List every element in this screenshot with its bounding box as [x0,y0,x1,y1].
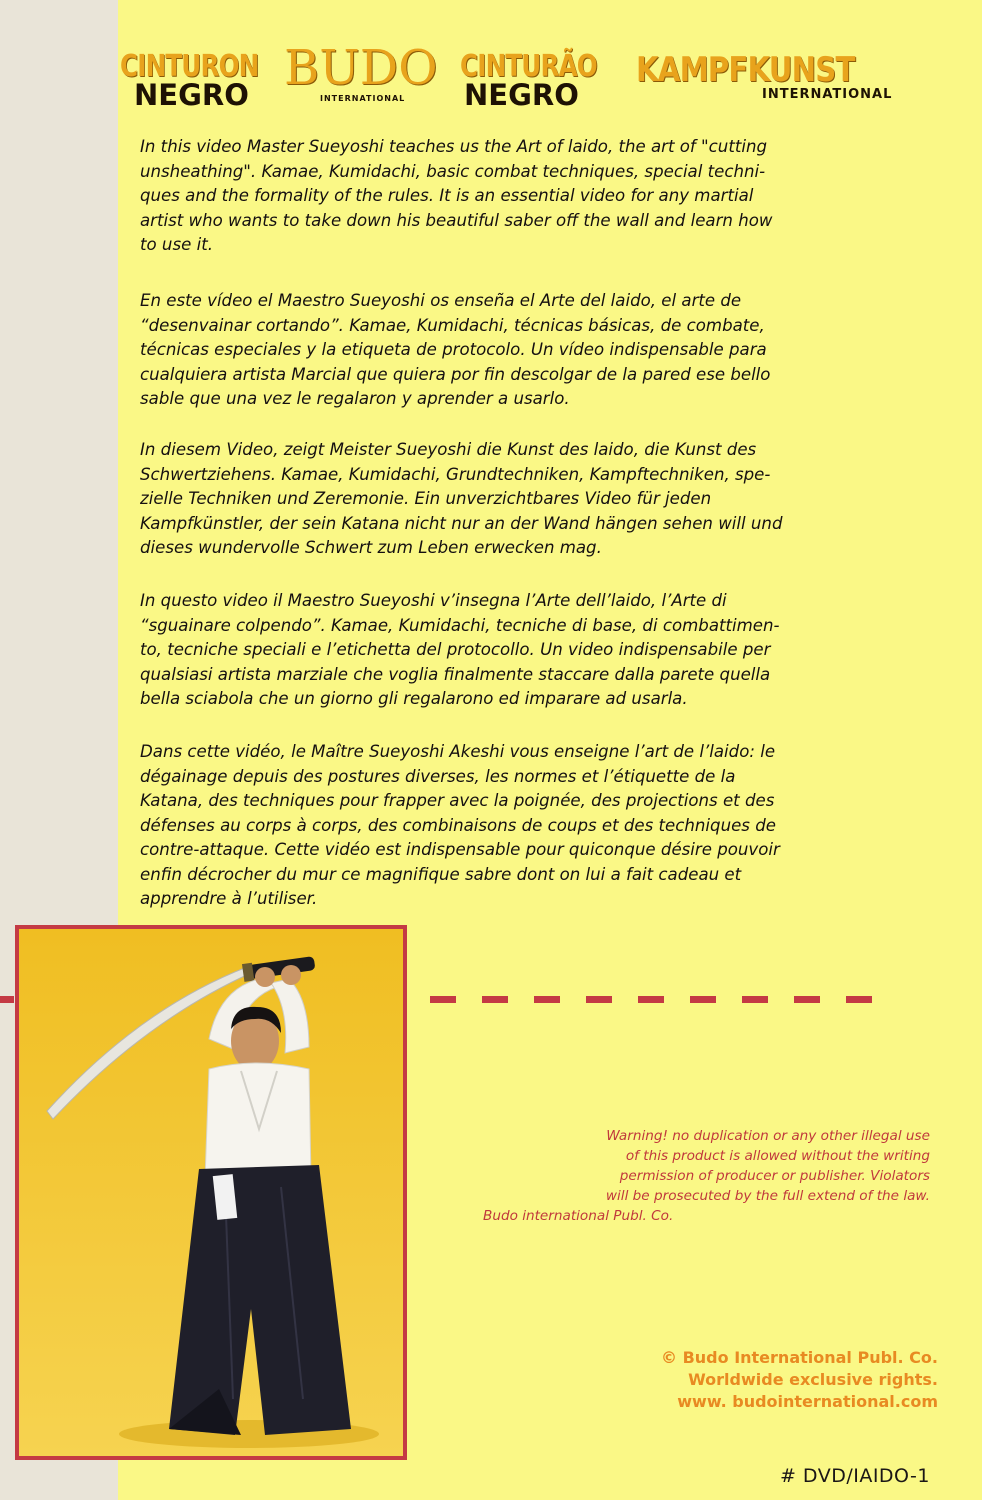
cinturon-negro-logo [120,49,289,112]
cinturao-negro-logo [460,49,627,112]
dash-segment [0,996,14,1003]
catalog-code: # DVD/IAIDO-1 [779,1465,930,1487]
logo-text: INTERNATIONAL [320,94,406,103]
description-italian: In questo video il Maestro Sueyoshi v’insegna l’Arte dell’laido, l’Arte di “sguainare colpendo”. Kamae, Kumidachi, tecniche di base, di combattimen- to, tecniche speciali e l’etichetta del protocollo. Un video indispensabile per qualsiasi artista marziale che voglia finalmente staccare dalla parete quella bella sciabola che un giorno gli regalarono ed imparare ad usarla. [140,591,780,708]
description-german: In diesem Video, zeigt Meister Sueyoshi die Kunst des laido, die Kunst des Schwertziehens. Kamae, Kumidachi, Grundtechniken, Kampftechniken, spe- zielle Techniken und Zeremonie. Ein unverzichtbares Video für jeden Kampfkünstler, der sein Katana nicht nur an der Wand hängen sehen will und dieses wundervolle Schwert zum Leben erwecken mag. [140,440,783,557]
logo-text: BUDO [284,40,438,96]
martial-artist-photo [15,925,407,1460]
description-spanish: En este vídeo el Maestro Sueyoshi os enseña el Arte del laido, el arte de “desenvainar cortando”. Kamae, Kumidachi, técnicas básicas, de combate, técnicas especiales y la etiqueta de protocolo. Un vídeo indispensable para cualquiera artista Marcial que quiera por fin descolgar de la pared ese bello sable que una vez le regalaron y aprender a usarlo. [140,291,771,408]
logo-text: NEGRO [134,78,249,112]
dash-segment [586,996,612,1003]
dash-segment [742,996,768,1003]
copyright-block [661,1347,938,1413]
dash-segment [690,996,716,1003]
kampfkunst-logo [636,52,892,102]
dash-segment [534,996,560,1003]
logo-text: INTERNATIONAL [762,87,893,102]
copyright-line: © Budo International Publ. Co. [661,1348,938,1367]
logo-text: CINTURÃO [460,49,597,84]
logo-text: NEGRO [464,78,579,112]
warning-notice: Warning! no duplication or any other illegal use of this product is allowed without the writing permission of producer or publisher. Violators will be prosecuted by the full extend of the law. Budo international Publ. Co. [483,1128,930,1224]
logo-text: KAMPFKUNST [636,50,855,90]
dash-segment [638,996,664,1003]
dash-segment [794,996,820,1003]
swordsman-illustration [19,929,403,1456]
logo-text: CINTURON [120,49,259,84]
website-link: www. budointernational.com [677,1392,938,1411]
budo-international-logo [284,42,438,103]
dash-segment [846,996,872,1003]
dash-segment [482,996,508,1003]
rights-line: Worldwide exclusive rights. [688,1370,938,1389]
description-english: In this video Master Sueyoshi teaches us the Art of laido, the art of "cutting unsheathing". Kamae, Kumidachi, basic combat techniques, special techni- ques and the formality of the rules. It is an essential video for any martial artist who wants to take down his beautiful saber off the wall and learn how to use it. [140,137,773,254]
description-french: Dans cette vidéo, le Maître Sueyoshi Akeshi vous enseigne l’art de l’laido: le dégainage depuis des postures diverses, les normes et l’étiquette de la Katana, des techniques pour frapper avec la poignée, des projections et des défenses au corps à corps, des combinaisons de coups et des techniques de contre-attaque. Cette vidéo est indispensable pour quiconque désire pouvoir enfin décrocher du mur ce magnifique sabre dont on lui a fait cadeau et apprendre à l’utiliser. [140,742,780,908]
dash-segment [430,996,456,1003]
